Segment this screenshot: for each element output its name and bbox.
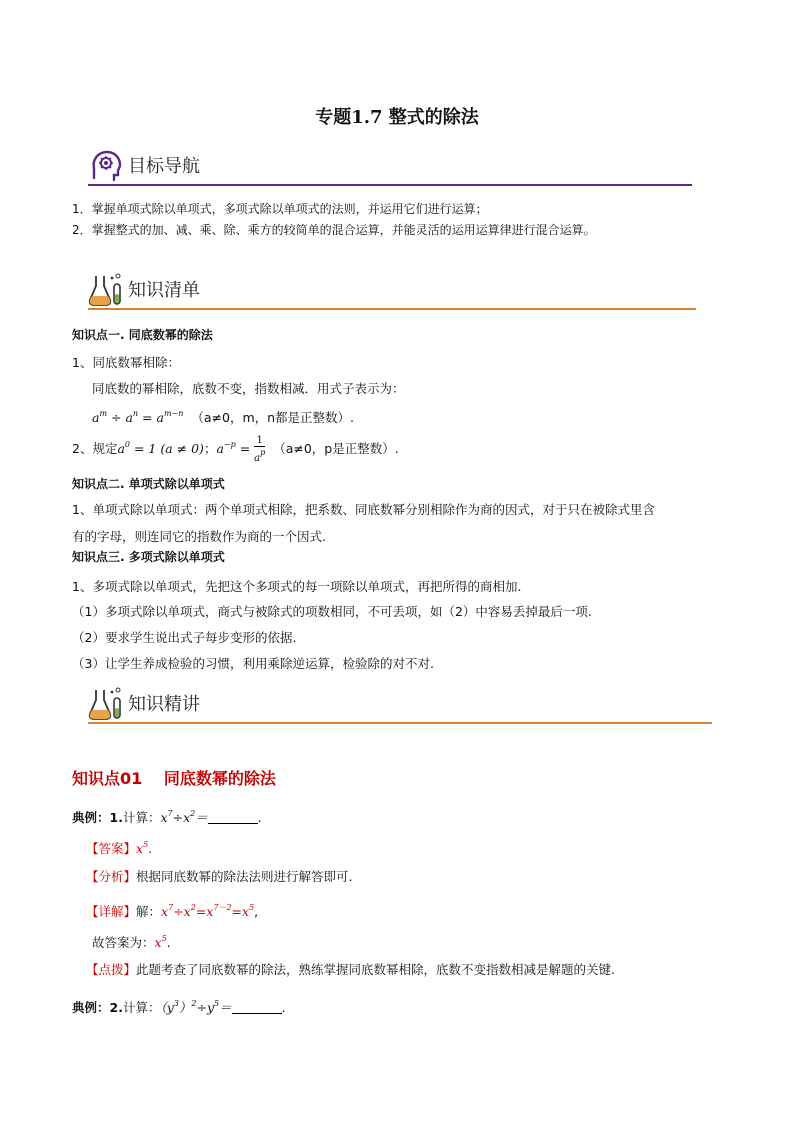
example-2-label: 典例：2. xyxy=(72,1000,123,1015)
head-brain-icon xyxy=(88,148,124,184)
fraction xyxy=(254,435,265,464)
formula-expression: $a^m \div a^n = a^{m-n}$ xyxy=(92,409,184,425)
kp2-line2: 有的字母，则连同它的指数作为商的一个因式. xyxy=(72,529,326,544)
example-1-answer: 【答案】$x^5$. xyxy=(86,840,153,856)
example-1-analysis xyxy=(86,868,353,886)
answer-tag: 【答案】 xyxy=(86,841,137,856)
explain-rule xyxy=(88,722,712,724)
kp2-line1: 1、单项式除以单项式：两个单项式相除，把系数、同底数幂分别相除作为商的因式，对于只在被除式里含 xyxy=(72,502,655,517)
analysis-tag: 【分析】 xyxy=(86,869,137,884)
goal-banner-label: 目标导航 xyxy=(128,156,200,177)
zero-power-rule: $a^0 = 1$ (a ≠ 0) xyxy=(117,440,204,456)
section-heading: 知识点01 同底数幂的除法 xyxy=(72,769,276,788)
detail-expression: $x^7\div x^2=x^{7-2}=x^5$ xyxy=(161,903,255,919)
fraction-numerator: 1 xyxy=(254,435,265,447)
example-1-text: 计算： xyxy=(122,810,161,825)
example-1-detail: 【详解】解：$x^7\div x^2=x^{7-2}=x^5$, xyxy=(86,903,259,919)
list-rule xyxy=(88,308,696,310)
kp3-line2: （1）多项式除以单项式，商式与被除式的项数相同，不可丢项，如（2）中容易丢掉最后一项. xyxy=(72,604,592,619)
goal-rule xyxy=(88,184,692,186)
kp1-item2 xyxy=(72,435,399,464)
kp3-line4: （3）让学生养成检验的习惯，利用乘除逆运算，检验除的对不对. xyxy=(72,656,434,671)
goal-item-1: 1．掌握单项式除以单项式，多项式除以单项式的法则，并运用它们进行运算； xyxy=(72,202,488,216)
kp3-line3: （2）要求学生说出式子每步变形的依据. xyxy=(72,630,297,645)
fraction-denominator: $a^p$ xyxy=(254,448,266,464)
kp1-item2-condition: （a≠0，p是正整数）. xyxy=(273,441,399,456)
negative-power-rule: $a^{-p}$ = xyxy=(216,440,255,456)
example-1-label: 典例：1. xyxy=(72,810,123,825)
kp3-line1: 1、多项式除以单项式，先把这个多项式的每一项除以单项式，再把所得的商相加. xyxy=(72,579,522,594)
tip-text: 此题考查了同底数幂的除法，熟练掌握同底数幂相除，底数不变指数相减是解题的关键. xyxy=(136,962,615,977)
conclusion-text: 故答案为： xyxy=(92,935,155,950)
list-banner xyxy=(88,270,696,310)
flask-icon xyxy=(88,686,124,722)
kp2-heading: 知识点二. 单项式除以单项式 xyxy=(72,477,225,491)
analysis-text: 根据同底数幂的除法法则进行解答即可. xyxy=(136,869,353,884)
kp1-formula xyxy=(92,405,354,427)
answer-value: $x^5$ xyxy=(136,840,149,856)
example-2-question: 典例：2.计算：$(y^3)^2\div y^5=$ . xyxy=(72,999,286,1015)
list-banner-label: 知识清单 xyxy=(128,280,200,301)
flask-icon xyxy=(88,272,124,308)
example-1-expression: $x^7\div x^2=$ xyxy=(160,809,208,825)
answer-blank xyxy=(208,811,258,824)
explain-banner xyxy=(88,684,712,724)
page-title: 专题1.7 整式的除法 xyxy=(315,107,479,128)
conclusion-value: $x^5$ xyxy=(154,934,167,950)
example-1-tip xyxy=(86,961,615,979)
kp1-heading: 知识点一. 同底数幂的除法 xyxy=(72,328,213,342)
kp1-item2-mid: ； xyxy=(203,441,217,456)
example-1-conclusion: 故答案为：$x^5$. xyxy=(92,934,171,950)
kp1-item2-prefix: 2、规定 xyxy=(72,441,118,456)
goal-item-2: 2．掌握整式的加、减、乘、除、乘方的较简单的混合运算，并能灵活的运用运算律进行混合运算。 xyxy=(72,223,596,237)
example-1-question: 典例：1.计算：$x^7\div x^2=$ . xyxy=(72,809,262,825)
kp3-heading: 知识点三. 多项式除以单项式 xyxy=(72,550,225,564)
example-2-text: 计算： xyxy=(122,1000,161,1015)
goal-banner xyxy=(88,146,692,186)
formula-condition: （a≠0，m，n都是正整数）. xyxy=(191,410,355,425)
tip-tag: 【点拨】 xyxy=(86,962,137,977)
kp1-item1-desc: 同底数的幂相除，底数不变，指数相减．用式子表示为： xyxy=(92,381,405,396)
answer-blank xyxy=(232,1001,282,1014)
explain-banner-label: 知识精讲 xyxy=(128,694,200,715)
example-2-expression: $(y^3)^2\div y^5=$ xyxy=(160,999,232,1015)
detail-tag: 【详解】 xyxy=(86,904,137,919)
kp1-item1: 1、同底数幂相除： xyxy=(72,355,180,370)
detail-prefix: 解： xyxy=(136,904,162,919)
